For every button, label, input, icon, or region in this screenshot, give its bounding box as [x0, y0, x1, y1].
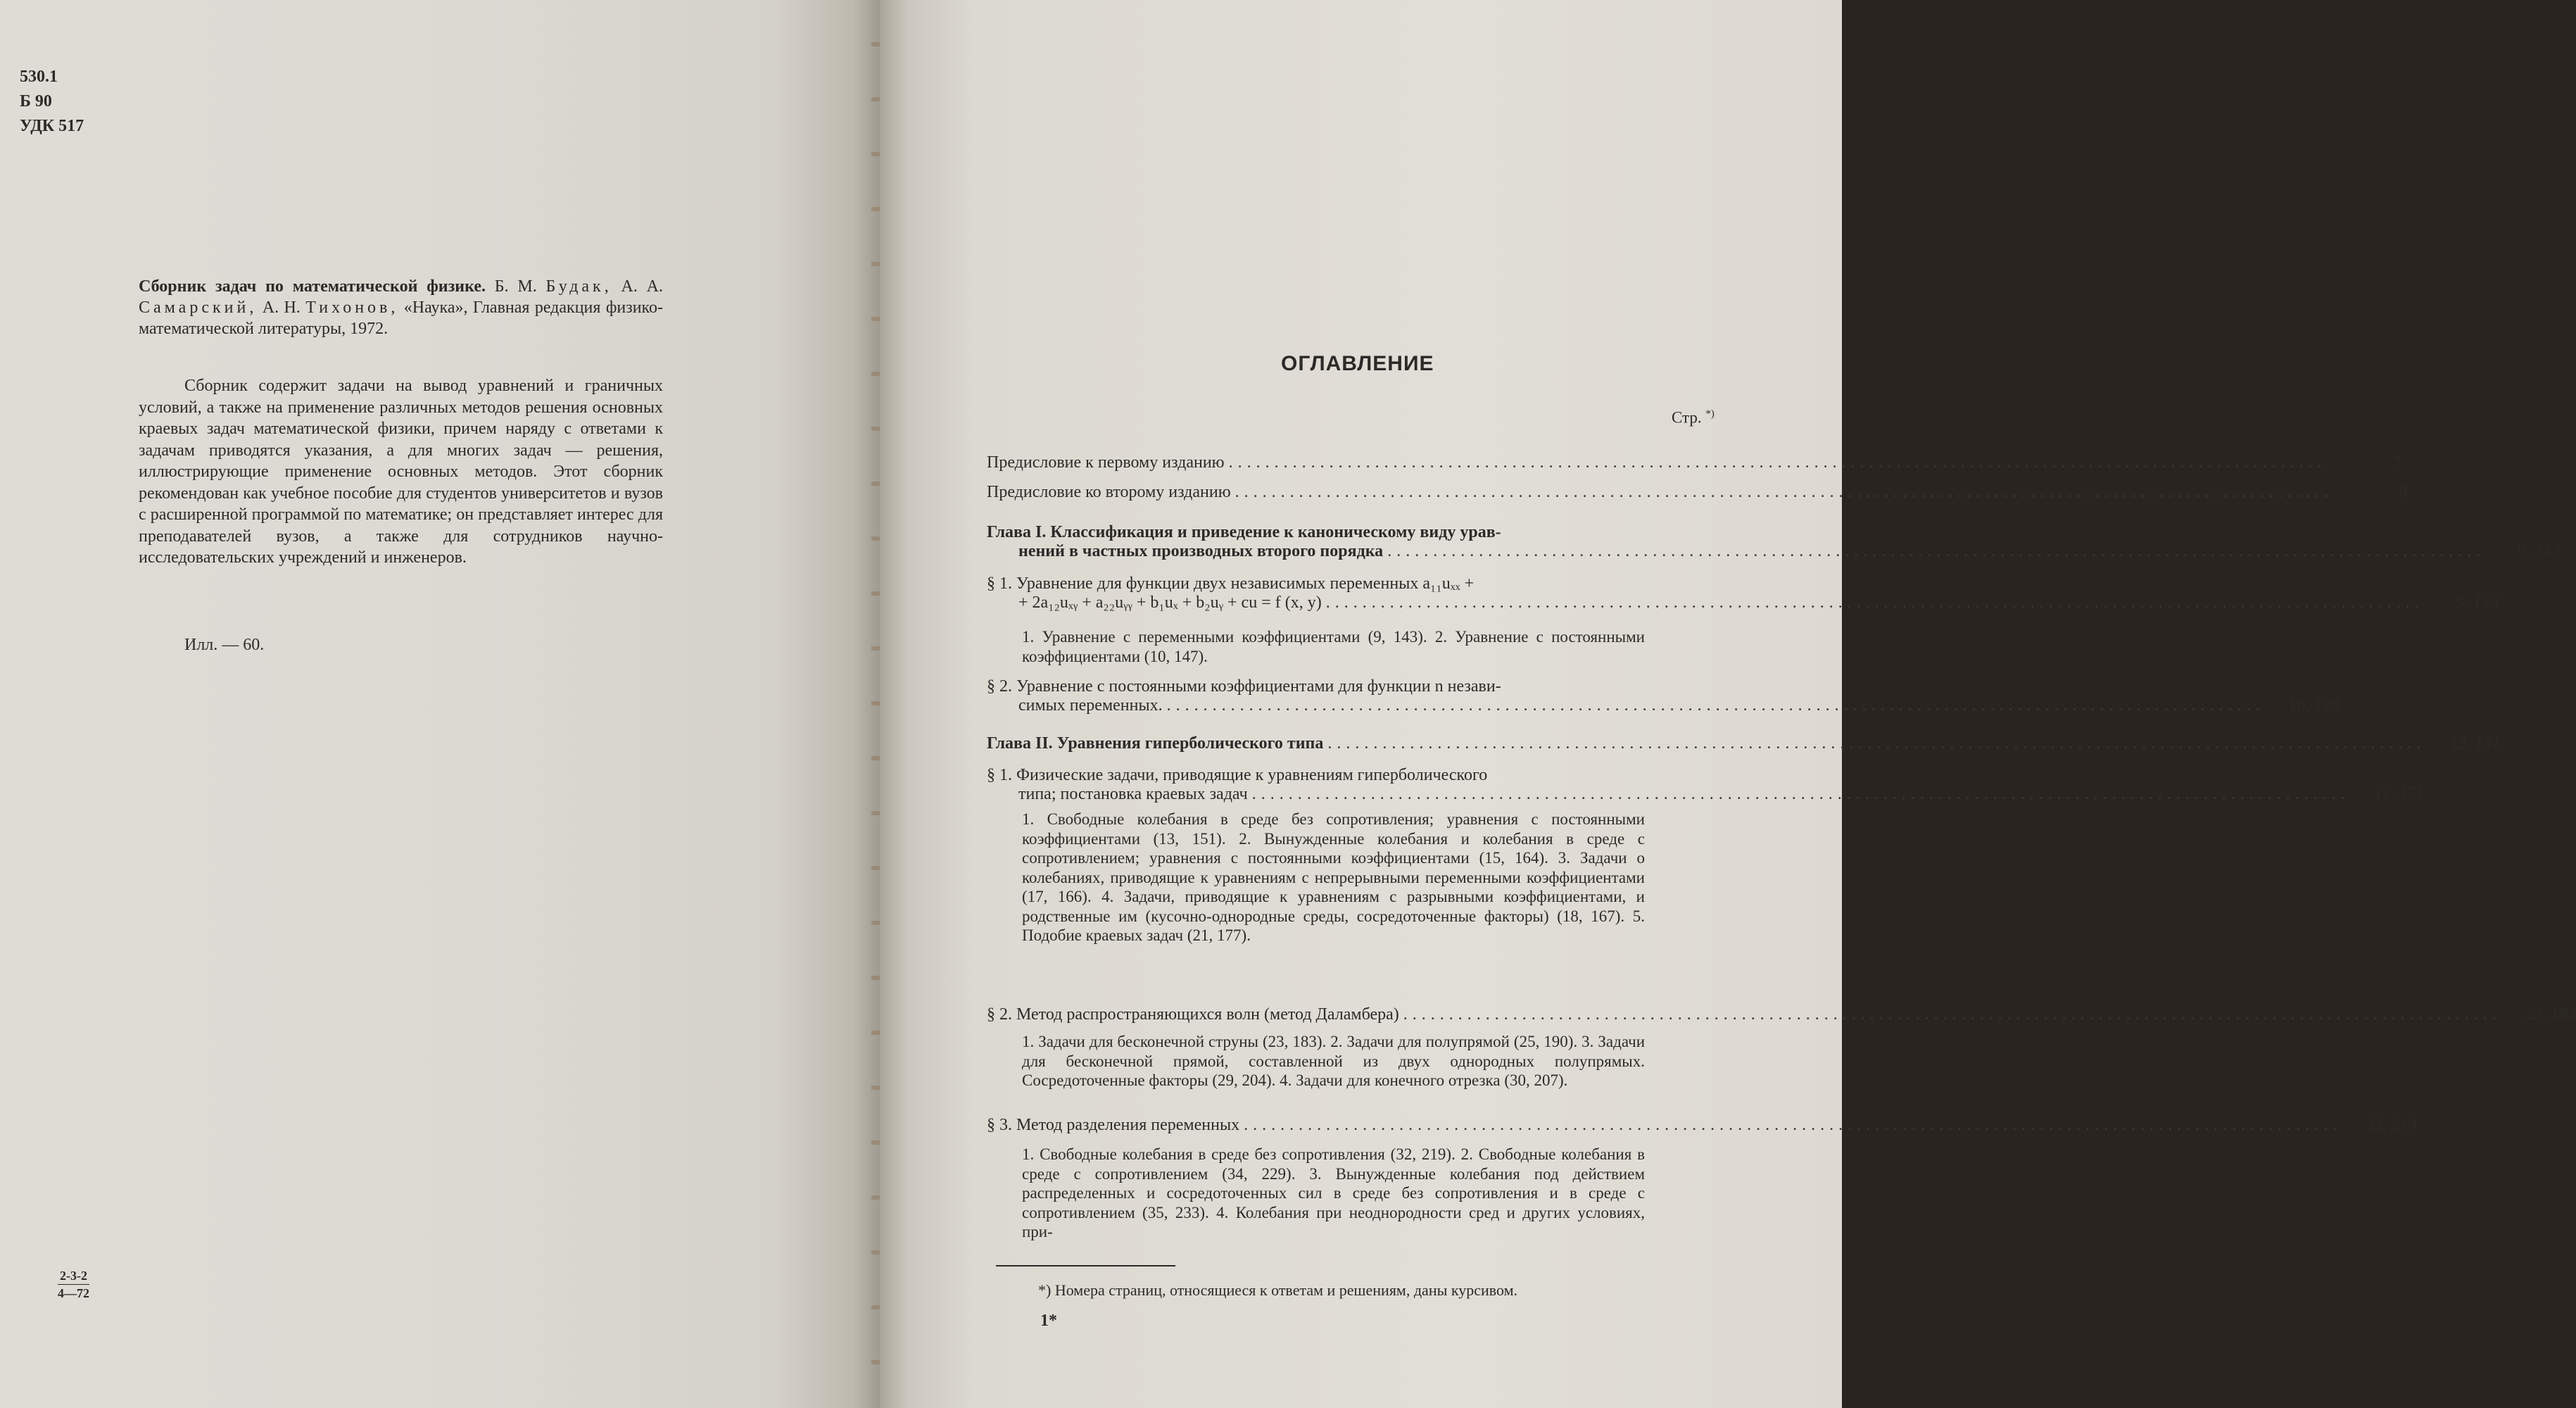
toc-entry-section-2-3 — [987, 1116, 2417, 1135]
toc-leader: ........................................................................................................................ — [1228, 453, 2327, 472]
toc-entry-chapter-2 — [987, 734, 2501, 753]
print-code — [58, 1267, 89, 1302]
toc-entry-text: § 2. Метод распространяющихся волн (метод Даламбера) — [987, 1005, 1399, 1024]
toc-page — [2269, 696, 2340, 715]
left-page — [0, 0, 880, 1408]
toc-subsection-list: 1. Уравнение с переменными коэффициентами (9, 143). 2. Уравнение с постоянными коэффициентами (10, 147). — [1022, 628, 1645, 665]
toc-leader: ........................................................................................................................ — [1166, 696, 2265, 715]
toc-entry-preface-2 — [987, 483, 2408, 502]
toc-page-answer: 151 — [2475, 734, 2501, 753]
toc-page — [2430, 734, 2500, 753]
toc-page-answer: 143 — [2473, 593, 2499, 612]
toc-page-number: 32, — [2366, 1116, 2387, 1134]
toc-title: ОГЛАВЛЕНИЕ — [1281, 352, 1434, 375]
toc-page-answer: 143 — [2534, 542, 2561, 560]
biblio-text: «Наука», Главная редакция физико-математической литературы, 1972. — [139, 298, 663, 338]
signature-mark: 1* — [1040, 1312, 1057, 1330]
toc-entry-section-1-1 — [987, 574, 2499, 612]
footnote: *) Номера страниц, относящиеся к ответам и решениям, даны курсивом. — [1038, 1281, 1518, 1299]
classification-line: Б 90 — [20, 92, 52, 111]
biblio-text: Б. М. — [485, 277, 546, 296]
toc-page-number: 12, — [2449, 734, 2471, 753]
toc-leader: ........................................................................................................................ — [1244, 1116, 2342, 1134]
toc-page-number: 9, — [2518, 542, 2531, 560]
classification-line: 530.1 — [20, 68, 58, 86]
toc-entry-text: § 3. Метод разделения переменных — [987, 1116, 1240, 1134]
toc-entry-text: Предисловие к первому изданию — [987, 453, 1225, 472]
book-abstract: Сборник содержит задачи на вывод уравнений и граничных условий, а также на применение различных методов решения основных краевых задач математической физики, причем наряду с ответами к задачам приводятся указания, а для многих задач — решения, иллюстрирующие применение основных методов. Этот сборник рекомендован как учебное пособие для студентов университетов и вузов с расширенной программой по математике; он представляет интерес для преподавателей вузов, а также для сотрудников научно-исследовательских учреждений и инженеров. — [139, 377, 663, 567]
toc-page-answer: 148 — [2313, 696, 2340, 715]
print-code-bottom: 4—72 — [58, 1286, 89, 1300]
toc-entry-text: нений в частных производных второго порядка — [1018, 542, 1384, 560]
toc-entry-chapter-1 — [987, 523, 2561, 561]
toc-entry-text: § 1. Уравнение для функции двух независимых переменных a₁₁uₓₓ + — [987, 574, 1475, 593]
toc-entry-text: типа; постановка краевых задач — [1018, 785, 1248, 803]
toc-page — [2346, 1116, 2416, 1135]
illustrations-count: Илл. — 60. — [184, 636, 265, 654]
toc-leader: ........................................................................................................................ — [1325, 593, 2424, 612]
author-name: Будак, — [545, 277, 612, 296]
toc-entry-text: Глава I. Классификация и приведение к каноническому виду урав- — [987, 523, 1501, 541]
toc-page: 7 — [2392, 453, 2401, 472]
toc-leader: ........................................................................................................................ — [1387, 542, 2486, 560]
toc-entry-text: § 2. Уравнение с постоянными коэффициентами для функции n незави- — [987, 677, 1501, 696]
print-code-top: 2-3-2 — [58, 1267, 89, 1285]
toc-page-number: 10, — [2288, 696, 2310, 715]
toc-subsection-list: 1. Задачи для бесконечной струны (23, 183). 2. Задачи для полупрямой (25, 190). 3. Задачи для бесконечной прямой, составленной из двух однородных полупрямых. Сосредоточенные факторы (29, 204). 4. Задачи для конечного отрезка (30, 207). — [1022, 1033, 1645, 1089]
toc-leader: ........................................................................................................................ — [1251, 785, 2350, 803]
toc-entry-section-2-2 — [987, 1005, 2576, 1024]
page-column-header — [1672, 408, 1715, 427]
toc-page-answer: 219 — [2391, 1116, 2417, 1134]
toc-entry-text: симых переменных. — [1018, 696, 1163, 715]
toc-page-number: 23, — [2525, 1005, 2546, 1024]
book-title: Сборник задач по математической физике. — [139, 277, 486, 296]
toc-entry-text: Глава II. Уравнения гиперболического типа — [987, 734, 1324, 753]
toc-page — [2428, 593, 2499, 612]
toc-leader: ........................................................................................................................ — [1403, 1005, 2501, 1024]
toc-leader: ........................................................................................................................ — [1235, 483, 2333, 501]
toc-entry-preface-1 — [987, 453, 2401, 472]
toc-subsection-list: 1. Свободные колебания в среде без сопротивления (32, 219). 2. Свободные колебания в среде с сопротивлением (34, 229). 3. Вынужденные колебания под действием распределенных и сосредоточенных сил в среде без сопротивления и в среде с сопротивлением (35, 233). 4. Колебания при неоднородности сред и других условиях, при- — [1022, 1145, 1645, 1240]
toc-entry-section-2-1 — [987, 766, 2425, 804]
toc-entry-text: Предисловие ко второму изданию — [987, 483, 1231, 501]
toc-page — [2506, 1005, 2576, 1024]
footnote-rule — [996, 1265, 1175, 1266]
toc-entry-section-1-2 — [987, 677, 2340, 715]
classification-codes — [20, 65, 84, 139]
toc-page-number: 9, — [2456, 593, 2469, 612]
toc-page-answer: 183 — [2550, 1005, 2576, 1024]
toc-page — [2489, 542, 2560, 561]
toc-page: 8 — [2399, 483, 2408, 501]
toc-entry-text: + 2a₁₂uₓᵧ + a₂₂uᵧᵧ + b₁uₓ + b₂uᵧ + cu = f (x, y) — [1018, 593, 1322, 612]
toc-entry-text: § 1. Физические задачи, приводящие к уравнениям гиперболического — [987, 766, 1488, 784]
author-name: Самарский, — [139, 298, 258, 317]
page-column-label: Стр. — [1672, 408, 1702, 427]
author-name: Тихонов, — [305, 298, 399, 317]
toc-leader: ........................................................................................................................ — [1327, 734, 2426, 753]
toc-page-number: 12, — [2373, 785, 2395, 803]
toc-page-answer: 151 — [2399, 785, 2425, 803]
toc-page — [2354, 785, 2425, 804]
bibliographic-entry — [139, 276, 663, 339]
page-column-mark: *) — [1705, 408, 1715, 420]
biblio-text: А. Н. — [257, 298, 306, 317]
classification-line: УДК 517 — [20, 117, 84, 135]
toc-subsection-list: 1. Свободные колебания в среде без сопротивления; уравнения с постоянными коэффициентами (13, 151). 2. Вынужденные колебания и колебания в среде с сопротивлением; уравнения с постоянными коэффициентами (15, 164). 3. Задачи о колебаниях, приводящие к уравнениям с непрерывными переменными коэффициентами (17, 166). 4. Задачи, приводящие к уравнениям с разрывными коэффициентами, и родственные им (кусочно-однородные среды, сосредоточенные факторы) (18, 167). 5. Подобие краевых задач (21, 177). — [1022, 810, 1645, 944]
biblio-text: А. А. — [612, 277, 663, 296]
